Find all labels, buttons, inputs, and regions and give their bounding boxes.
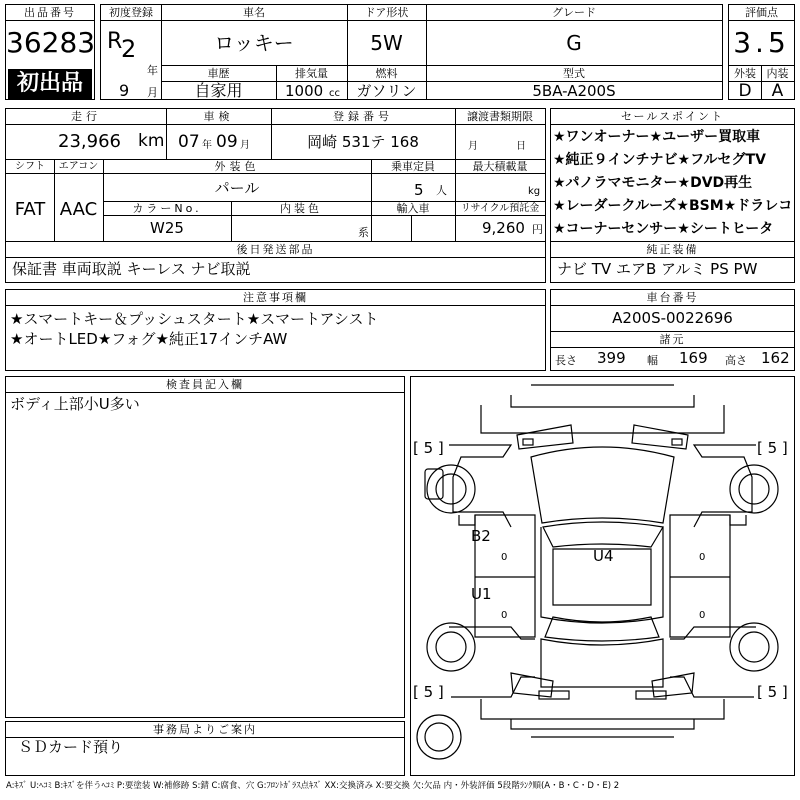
history-label: 車歴: [207, 67, 230, 80]
sales-point-line: ★純正９インチナビ★フルセグTV: [553, 152, 766, 168]
mileage-value: 23,966: [58, 131, 121, 152]
notes-box: [5, 289, 546, 371]
damage-mark: U1: [471, 585, 492, 603]
notes-label: 注意事項欄: [6, 290, 545, 306]
transfer-label: 譲渡書類期限: [467, 110, 533, 123]
grade-label: グレード: [552, 6, 596, 19]
genuine-equipment-box: [550, 241, 795, 283]
seats-label: 乗車定員: [391, 160, 435, 173]
displacement-unit: cc: [329, 88, 340, 99]
damage-mark: U4: [593, 547, 614, 565]
transfer-day-unit: 日: [516, 141, 526, 152]
vehicle-info-box: [100, 4, 723, 100]
fuel: ガソリン: [356, 82, 417, 100]
door-label: ドア形状: [364, 6, 409, 19]
exterior-score: D: [738, 81, 752, 101]
car-diagram-box: [410, 376, 795, 776]
lot-box: [5, 4, 95, 100]
seats-value: 5: [414, 181, 424, 199]
seats-unit: 人: [436, 184, 447, 197]
tire-tread-rear-left: [ 5 ]: [413, 683, 444, 701]
plate-label: 登録番号: [333, 110, 393, 123]
shift-value: FAT: [14, 199, 46, 220]
later-parts-label: 後日発送部品: [6, 242, 545, 258]
length-value: 399: [597, 349, 626, 367]
inspection-year: 07: [178, 132, 200, 152]
ac-value: AAC: [59, 199, 98, 220]
office-box: [5, 721, 405, 776]
zero-mark: 0: [699, 552, 706, 563]
inspection-month: 09: [216, 132, 238, 152]
recycle-unit: 円: [532, 223, 543, 236]
damage-mark: B2: [471, 527, 491, 545]
reg-month: 9: [119, 81, 130, 100]
office-note: ＳＤカード預り: [18, 738, 124, 756]
interior-color-label: 内装色: [280, 202, 322, 215]
door-type: 5W: [370, 31, 403, 55]
mileage-unit: km: [138, 131, 165, 151]
inspector-label: 検査員記入欄: [6, 377, 404, 393]
car-diagram: [411, 377, 794, 775]
chassis-box: [550, 289, 795, 371]
reg-era: R: [107, 29, 123, 54]
zero-mark: 0: [699, 610, 706, 621]
sales-point-line: ★ワンオーナー★ユーザー買取車: [553, 129, 761, 145]
genuine-equipment-label: 純正装備: [551, 242, 794, 258]
shift-label: シフト: [15, 161, 45, 172]
car-name: ロッキー: [214, 31, 294, 55]
car-name-label: 車名: [243, 6, 265, 19]
displacement-label: 排気量: [295, 67, 328, 80]
lot-number: 36283: [6, 26, 96, 59]
color-no: W25: [150, 219, 184, 237]
reg-year: 2: [121, 35, 137, 63]
model-label: 型式: [563, 67, 585, 80]
details-box: [5, 108, 546, 242]
chassis-number: A200S-0022696: [612, 309, 733, 327]
height-value: 162: [761, 349, 790, 367]
interior-label: 内装: [766, 67, 789, 80]
interior-color-unit: 系: [358, 226, 369, 239]
model-code: 5BA-A200S: [532, 82, 616, 100]
exterior-color: パール: [214, 179, 260, 197]
inspection-label: 車検: [203, 110, 234, 123]
later-parts-value: 保証書 車両取説 キーレス ナビ取説: [12, 260, 251, 278]
score-box: [728, 4, 795, 100]
zero-mark: 0: [501, 552, 508, 563]
inspection-year-unit: 年: [202, 140, 212, 151]
load-unit: kg: [528, 186, 541, 197]
notes-line: ★スマートキー＆プッシュスタート★スマートアシスト: [10, 310, 379, 328]
exterior-label: 外装: [734, 67, 756, 80]
sales-points-label: セールスポイント: [551, 109, 794, 125]
plate-number: 岡崎 531テ 168: [307, 133, 419, 151]
reg-year-unit: 年: [147, 64, 158, 77]
office-label: 事務局よりご案内: [6, 722, 404, 738]
tire-tread-front-left: [ 5 ]: [413, 439, 444, 457]
sales-point-line: ★パノラマモニター★DVD再生: [553, 175, 753, 191]
sales-point-line: ★コーナーセンサー★シートヒータ: [553, 221, 774, 237]
reg-month-unit: 月: [147, 86, 158, 99]
interior-score: A: [771, 81, 784, 101]
width-value: 169: [679, 349, 708, 367]
first-listing-badge: 初出品: [8, 69, 92, 99]
width-label: 幅: [647, 354, 658, 367]
score-value: 3.5: [733, 26, 790, 59]
color-no-label: カラーNo.: [132, 202, 202, 215]
inspection-month-unit: 月: [240, 140, 250, 151]
fuel-label: 燃料: [375, 67, 398, 80]
tire-tread-rear-right: [ 5 ]: [757, 683, 788, 701]
later-parts-box: [5, 241, 546, 283]
displacement: 1000: [285, 82, 324, 100]
car-history: 自家用: [194, 81, 243, 100]
legend-text: A:ｷｽﾞ U:ﾍｺﾐ B:ｷｽﾞを伴うﾍｺﾐ P:要塗装 W:補修跡 S:錆 C:腐食、穴 G:ﾌﾛﾝﾄｶﾞﾗｽ点ｷｽﾞ XX:交換済み X:要交換 欠:欠品 内・外装評価 5段階ﾗﾝｸ順(A・B・C・D・E) 2: [6, 781, 620, 791]
dims-label: 諸元: [551, 332, 794, 348]
recycle-label: リサイクル預託金: [460, 203, 540, 214]
length-label: 長さ: [555, 354, 577, 367]
notes-line: ★オートLED★フォグ★純正17インチAW: [10, 330, 288, 348]
import-label: 輸入車: [396, 202, 430, 215]
recycle-value: 9,260: [482, 219, 525, 237]
chassis-label: 車台番号: [551, 290, 794, 306]
lot-label: 出品番号: [6, 5, 94, 21]
exterior-color-label: 外装色: [214, 160, 260, 173]
transfer-month-unit: 月: [468, 141, 478, 152]
score-label: 評価点: [729, 5, 794, 21]
grade: G: [566, 31, 582, 55]
first-reg-label: 初度登録: [109, 6, 153, 19]
zero-mark: 0: [501, 610, 508, 621]
inspector-note: ボディ上部小U多い: [10, 395, 140, 413]
sales-points-box: [550, 108, 795, 242]
genuine-equipment-value: ナビ TV エアB アルミ PS PW: [557, 260, 758, 278]
load-label: 最大積載量: [472, 160, 528, 173]
mileage-label: 走行: [71, 110, 101, 123]
height-label: 高さ: [725, 354, 747, 367]
sales-point-line: ★レーダークルーズ★BSM★ドラレコ: [553, 198, 793, 214]
ac-label: エアコン: [58, 161, 99, 172]
tire-tread-front-right: [ 5 ]: [757, 439, 788, 457]
inspector-box: [5, 376, 405, 718]
